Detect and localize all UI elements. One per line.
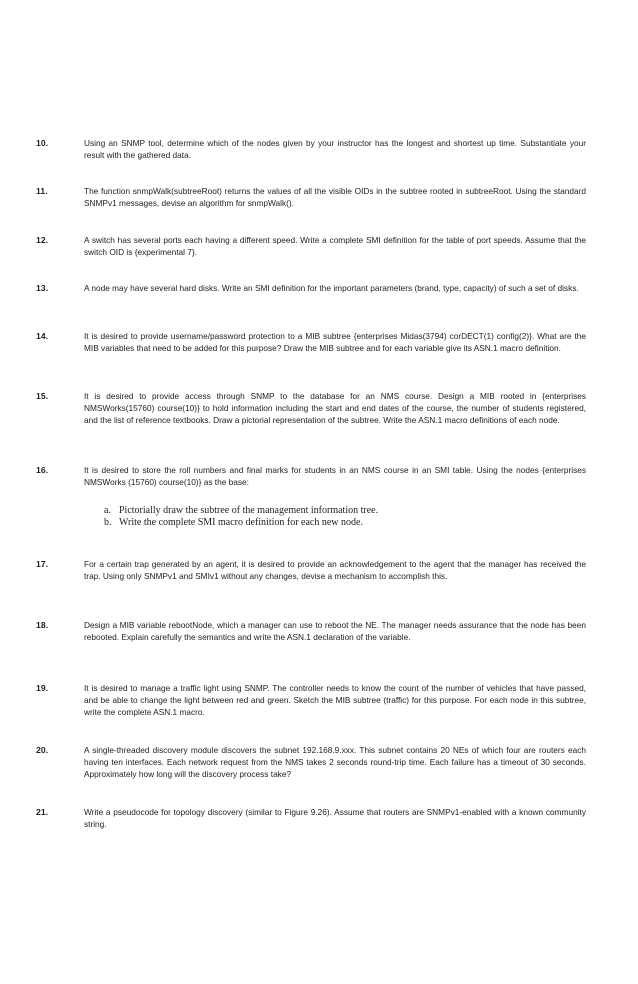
- question-text: Write a pseudocode for topology discovery (similar to Figure 9.26). Assume that routers are SNMPv1-enabled with a known community string.: [84, 807, 586, 829]
- question-text: A switch has several ports each having a different speed. Write a complete SMI definition for the table of port speeds. Assume that the switch OID is {experimental 7}.: [84, 235, 586, 257]
- question-number: 16.: [36, 465, 49, 475]
- question-number: 14.: [36, 331, 49, 341]
- question-text: The function snmpWalk(subtreeRoot) returns the values of all the visible OIDs in the subtree rooted in subtreeRoot. Using the standard SNMPv1 messages, devise an algorithm for snmpWalk().: [84, 186, 586, 208]
- question-text: Design a MIB variable rebootNode, which a manager can use to reboot the NE. The manager needs assurance that the node has been rebooted. Explain carefully the semantics and write the ASN.1 declaration of the variable.: [84, 620, 586, 642]
- question-number: 19.: [36, 683, 49, 693]
- question-number: 17.: [36, 559, 49, 569]
- question-number: 10.: [36, 138, 49, 148]
- question-text: A node may have several hard disks. Write an SMI definition for the important parameters (brand, type, capacity) of such a set of disks.: [84, 283, 579, 293]
- subitem-marker: a.: [104, 505, 111, 516]
- question-text: For a certain trap generated by an agent, it is desired to provide an acknowledgement to the agent that the manager has received the trap. Using only SNMPv1 and SMIv1 without any changes, devise a mechanism to accomplish this.: [84, 559, 586, 581]
- question-number: 11.: [36, 186, 48, 196]
- question-number: 12.: [36, 235, 49, 245]
- subitem-b: [104, 517, 574, 529]
- question-text: It is desired to provide username/password protection to a MIB subtree {enterprises Midas(3794) corDECT(1) config(2)}. What are the MIB variables that need to be added for this purpose? Draw the MIB subtree and for each variable give its ASN.1 macro definition.: [84, 331, 586, 353]
- subitem-marker: b.: [104, 517, 112, 528]
- question-number: 20.: [36, 745, 49, 755]
- subitem-text: Pictorially draw the subtree of the management information tree.: [119, 505, 379, 516]
- subitem-list: [104, 505, 574, 529]
- question-text: It is desired to provide access through SNMP to the database for an NMS course. Design a MIB rooted in {enterprises NMSWorks(15760) course(10)} to hold information including the start and end dates of the course, the number of students registered, and the list of reference textbooks. Draw a pictorial representation of the subtree. Write the ASN.1 macro definitions of each node.: [84, 391, 586, 425]
- question-number: 21.: [36, 807, 49, 817]
- question-text: It is desired to manage a traffic light using SNMP. The controller needs to know the count of the number of vehicles that have passed, and be able to change the light between red and green. Sketch the MIB subtree (traffic) for this purpose. For each node in this subtree, write the complete ASN.1 macro.: [84, 683, 586, 717]
- question-number: 13.: [36, 283, 49, 293]
- question-number: 18.: [36, 620, 49, 630]
- question-number: 15.: [36, 391, 49, 401]
- question-text: Using an SNMP tool, determine which of the nodes given by your instructor has the longest and shortest up time. Substantiate your result with the gathered data.: [84, 138, 586, 160]
- question-text: A single-threaded discovery module discovers the subnet 192.168.9.xxx. This subnet contains 20 NEs of which four are routers each having ten interfaces. Each network request from the NMS takes 2 seconds round-trip time. Each failure has a timeout of 30 seconds. Approximately how long will the discovery process take?: [84, 745, 586, 779]
- subitem-text: Write the complete SMI macro definition for each new node.: [119, 517, 363, 528]
- subitem-a: [104, 505, 574, 517]
- question-text: It is desired to store the roll numbers and final marks for students in an NMS course in an SMI table. Using the nodes {enterprises NMSWorks (15760) course(10)} as the base:: [84, 465, 586, 487]
